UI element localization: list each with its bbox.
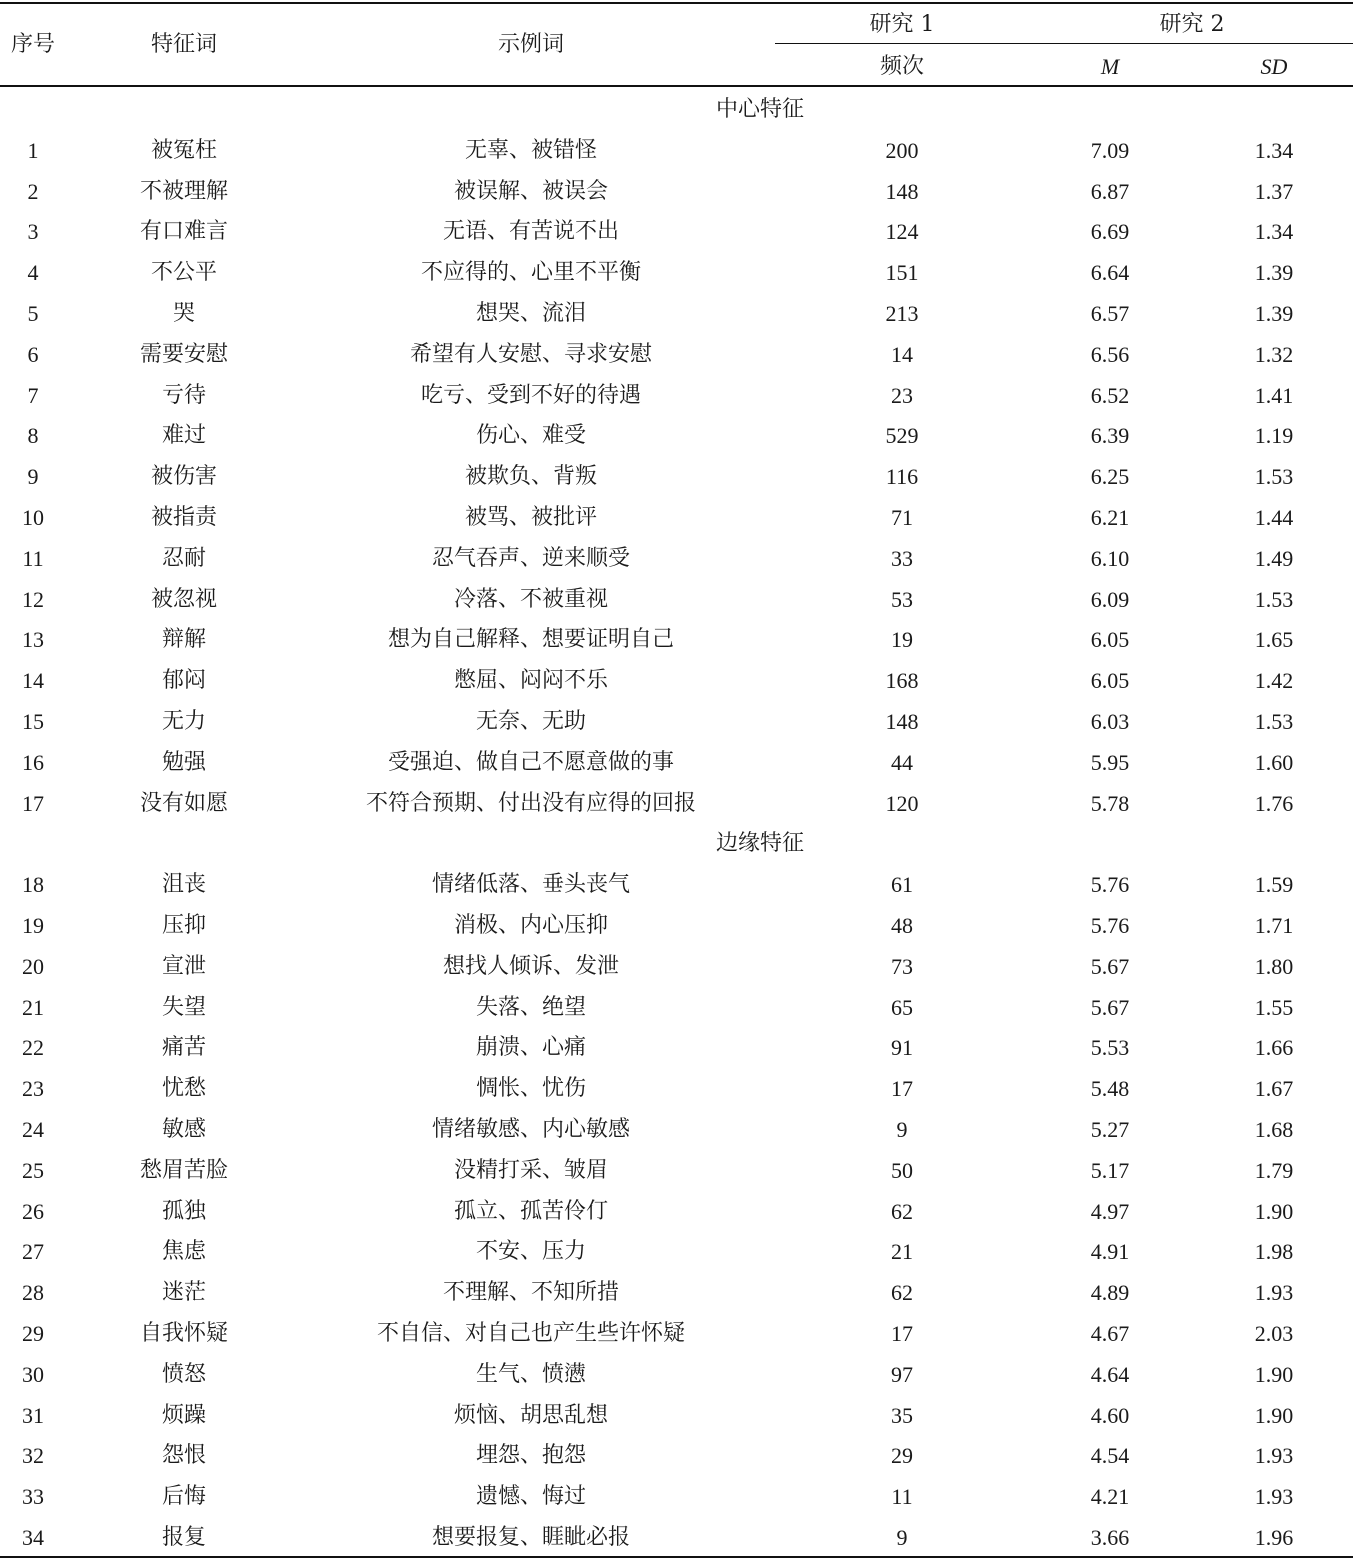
cell-mean: 4.21	[1090, 1484, 1130, 1510]
cell-frequency: 148	[885, 709, 919, 734]
cell-frequency: 17	[891, 1321, 913, 1346]
cell-frequency: 168	[885, 668, 919, 694]
cell-index: 23	[22, 1076, 44, 1102]
cell-feature-word: 不被理解	[139, 178, 229, 204]
cell-feature-word: 没有如愿	[139, 790, 229, 816]
cell-index: 26	[22, 1198, 44, 1224]
cell-frequency: 97	[891, 1361, 913, 1387]
cell-index: 1	[27, 137, 39, 163]
cell-mean: 4.91	[1090, 1239, 1130, 1265]
cell-sd: 1.66	[1254, 1035, 1294, 1061]
cell-index: 10	[22, 505, 44, 530]
cell-sd: 1.71	[1254, 913, 1294, 938]
cell-index: 33	[22, 1484, 44, 1510]
cell-frequency: 35	[891, 1402, 913, 1428]
cell-sd: 1.53	[1254, 709, 1294, 734]
cell-frequency: 200	[885, 137, 919, 163]
cell-mean: 6.09	[1090, 586, 1130, 612]
cell-example-word: 没精打采、皱眉	[453, 1157, 609, 1183]
cell-example-word: 埋怨、抱怨	[475, 1443, 587, 1469]
cell-sd: 1.93	[1254, 1443, 1294, 1469]
cell-example-word: 崩溃、心痛	[475, 1035, 587, 1061]
cell-sd: 1.90	[1254, 1361, 1294, 1387]
cell-sd: 1.39	[1254, 260, 1294, 286]
cell-frequency: 529	[885, 423, 919, 449]
cell-sd: 1.41	[1254, 382, 1294, 408]
cell-mean: 6.10	[1090, 545, 1130, 571]
cell-mean: 6.56	[1090, 341, 1130, 367]
cell-feature-word: 难过	[161, 423, 207, 449]
cell-sd: 1.65	[1254, 627, 1294, 653]
cell-mean: 4.60	[1090, 1402, 1130, 1428]
cell-sd: 1.93	[1254, 1484, 1294, 1510]
cell-feature-word: 宣泄	[161, 953, 207, 979]
cell-example-word: 想找人倾诉、发泄	[442, 953, 620, 979]
cell-mean: 6.87	[1090, 178, 1130, 204]
bottom-rule	[0, 1556, 1353, 1558]
cell-frequency: 21	[891, 1239, 913, 1265]
cell-frequency: 14	[891, 341, 913, 367]
cell-mean: 5.67	[1090, 994, 1130, 1020]
cell-feature-word: 愁眉苦脸	[139, 1157, 229, 1183]
cell-frequency: 9	[896, 1117, 908, 1142]
cell-sd: 1.80	[1254, 953, 1294, 979]
cell-index: 25	[22, 1157, 44, 1183]
cell-example-word: 惆怅、忧伤	[475, 1076, 587, 1102]
cell-sd: 1.32	[1254, 341, 1294, 367]
cell-frequency: 17	[891, 1076, 913, 1102]
cell-example-word: 忍气吞声、逆来顺受	[431, 545, 631, 571]
cell-feature-word: 勉强	[161, 749, 207, 775]
cell-index: 15	[22, 709, 44, 734]
cell-index: 22	[22, 1035, 44, 1061]
cell-mean: 6.25	[1090, 464, 1130, 490]
cell-example-word: 孤立、孤苦伶仃	[453, 1198, 609, 1224]
cell-frequency: 151	[885, 260, 919, 286]
cell-example-word: 不自信、对自己也产生些许怀疑	[376, 1321, 686, 1346]
cell-index: 14	[22, 668, 44, 694]
cell-frequency: 9	[896, 1525, 908, 1550]
cell-frequency: 53	[891, 586, 913, 612]
cell-index: 13	[22, 627, 44, 653]
cell-mean: 6.64	[1090, 260, 1130, 286]
cell-feature-word: 郁闷	[161, 668, 207, 694]
cell-frequency: 213	[885, 301, 919, 326]
cell-feature-word: 亏待	[161, 382, 207, 408]
cell-frequency: 61	[891, 872, 913, 898]
cell-frequency: 19	[891, 627, 913, 653]
cell-sd: 1.59	[1254, 872, 1294, 898]
cell-feature-word: 哭	[172, 301, 196, 326]
cell-frequency: 50	[891, 1157, 913, 1183]
cell-feature-word: 烦躁	[161, 1402, 207, 1428]
cell-sd: 1.55	[1254, 994, 1294, 1020]
cell-sd: 1.39	[1254, 301, 1294, 326]
cell-example-word: 无奈、无助	[475, 709, 587, 734]
cell-example-word: 受强迫、做自己不愿意做的事	[387, 749, 675, 775]
cell-mean: 6.05	[1090, 627, 1130, 653]
cell-mean: 6.03	[1090, 709, 1130, 734]
cell-sd: 1.68	[1254, 1117, 1294, 1142]
cell-frequency: 124	[885, 219, 919, 245]
cell-feature-word: 自我怀疑	[139, 1321, 229, 1346]
header-index: 序号	[10, 32, 56, 57]
cell-frequency: 91	[891, 1035, 913, 1061]
cell-frequency: 23	[891, 382, 913, 408]
cell-example-word: 失落、绝望	[475, 994, 587, 1020]
cell-index: 11	[22, 545, 44, 571]
cell-feature-word: 后悔	[161, 1484, 207, 1510]
cell-feature-word: 迷茫	[161, 1280, 207, 1306]
cell-index: 2	[27, 178, 39, 204]
cell-sd: 1.34	[1254, 219, 1294, 245]
cell-feature-word: 被冤枉	[150, 137, 218, 163]
study-subheader-rule	[775, 43, 1353, 44]
cell-sd: 1.93	[1254, 1280, 1294, 1306]
cell-mean: 4.64	[1090, 1361, 1130, 1387]
cell-example-word: 不符合预期、付出没有应得的回报	[365, 790, 697, 816]
cell-feature-word: 失望	[161, 994, 207, 1020]
cell-example-word: 想要报复、睚眦必报	[431, 1525, 631, 1550]
cell-index: 28	[22, 1280, 44, 1306]
cell-example-word: 吃亏、受到不好的待遇	[420, 382, 642, 408]
cell-example-word: 情绪低落、垂头丧气	[431, 872, 631, 898]
cell-mean: 4.54	[1090, 1443, 1130, 1469]
cell-sd: 1.79	[1254, 1157, 1294, 1183]
cell-index: 27	[22, 1239, 44, 1265]
cell-mean: 6.57	[1090, 301, 1130, 326]
header-bottom-rule	[0, 85, 1353, 87]
cell-feature-word: 被伤害	[150, 464, 218, 490]
cell-sd: 1.90	[1254, 1402, 1294, 1428]
header-feature-word: 特征词	[150, 32, 218, 57]
cell-mean: 5.53	[1090, 1035, 1130, 1061]
cell-index: 32	[22, 1443, 44, 1469]
cell-feature-word: 愤怒	[161, 1361, 207, 1387]
cell-feature-word: 报复	[161, 1525, 207, 1550]
cell-mean: 7.09	[1090, 137, 1130, 163]
cell-frequency: 44	[891, 749, 913, 775]
cell-feature-word: 需要安慰	[139, 341, 229, 367]
cell-sd: 1.90	[1254, 1198, 1294, 1224]
cell-mean: 6.05	[1090, 668, 1130, 694]
cell-example-word: 不安、压力	[475, 1239, 587, 1265]
cell-sd: 1.96	[1254, 1525, 1294, 1550]
cell-example-word: 被误解、被误会	[453, 178, 609, 204]
cell-index: 8	[27, 423, 39, 449]
cell-frequency: 73	[891, 953, 913, 979]
cell-example-word: 被骂、被批评	[464, 505, 598, 530]
cell-feature-word: 焦虑	[161, 1239, 207, 1265]
cell-index: 21	[22, 994, 44, 1020]
cell-feature-word: 有口难言	[139, 219, 229, 245]
header-example-word: 示例词	[497, 32, 565, 57]
cell-feature-word: 痛苦	[161, 1035, 207, 1061]
cell-sd: 1.34	[1254, 137, 1294, 163]
cell-frequency: 65	[891, 994, 913, 1020]
cell-mean: 5.78	[1090, 790, 1130, 816]
cell-example-word: 想哭、流泪	[475, 301, 587, 326]
cell-index: 34	[22, 1525, 44, 1550]
cell-example-word: 遗憾、悔过	[475, 1484, 587, 1510]
cell-frequency: 71	[891, 505, 913, 530]
cell-mean: 5.48	[1090, 1076, 1130, 1102]
cell-example-word: 无辜、被错怪	[464, 137, 598, 163]
cell-example-word: 烦恼、胡思乱想	[453, 1402, 609, 1428]
cell-sd: 2.03	[1254, 1321, 1294, 1346]
cell-example-word: 消极、内心压抑	[453, 913, 609, 938]
cell-frequency: 11	[891, 1484, 913, 1510]
cell-frequency: 120	[885, 790, 919, 816]
cell-feature-word: 无力	[161, 709, 207, 734]
cell-mean: 6.39	[1090, 423, 1130, 449]
cell-index: 24	[22, 1117, 44, 1142]
cell-feature-word: 孤独	[161, 1198, 207, 1224]
cell-index: 6	[27, 341, 39, 367]
cell-example-word: 被欺负、背叛	[464, 464, 598, 490]
cell-mean: 5.76	[1090, 913, 1130, 938]
cell-sd: 1.49	[1254, 545, 1294, 571]
cell-index: 3	[27, 219, 39, 245]
cell-mean: 5.17	[1090, 1157, 1130, 1183]
cell-sd: 1.19	[1254, 423, 1294, 449]
cell-index: 31	[22, 1402, 44, 1428]
cell-mean: 4.67	[1090, 1321, 1130, 1346]
cell-sd: 1.37	[1254, 178, 1294, 204]
cell-index: 16	[22, 749, 44, 775]
cell-sd: 1.42	[1254, 668, 1294, 694]
cell-example-word: 想为自己解释、想要证明自己	[387, 627, 675, 653]
cell-frequency: 62	[891, 1198, 913, 1224]
cell-mean: 4.97	[1090, 1198, 1130, 1224]
cell-sd: 1.67	[1254, 1076, 1294, 1102]
cell-feature-word: 被忽视	[150, 586, 218, 612]
section-title: 中心特征	[715, 97, 805, 122]
section-title: 边缘特征	[715, 831, 805, 857]
header-mean: M	[1100, 54, 1120, 79]
cell-index: 9	[27, 464, 39, 490]
cell-feature-word: 不公平	[150, 260, 218, 286]
cell-mean: 5.76	[1090, 872, 1130, 898]
cell-feature-word: 辩解	[161, 627, 207, 653]
cell-example-word: 希望有人安慰、寻求安慰	[409, 341, 653, 367]
cell-frequency: 62	[891, 1280, 913, 1306]
cell-example-word: 伤心、难受	[475, 423, 587, 449]
cell-example-word: 不理解、不知所措	[442, 1280, 620, 1306]
cell-index: 4	[27, 260, 39, 286]
cell-sd: 1.53	[1254, 586, 1294, 612]
cell-feature-word: 被指责	[150, 505, 218, 530]
cell-sd: 1.60	[1254, 749, 1294, 775]
cell-feature-word: 怨恨	[161, 1443, 207, 1469]
cell-mean: 3.66	[1090, 1525, 1130, 1550]
cell-feature-word: 压抑	[161, 913, 207, 938]
cell-frequency: 29	[891, 1443, 913, 1469]
header-study-2: 研究 2	[1159, 12, 1225, 37]
cell-mean: 6.21	[1090, 505, 1130, 530]
header-study-1: 研究 1	[869, 12, 935, 37]
cell-mean: 4.89	[1090, 1280, 1130, 1306]
cell-index: 19	[22, 913, 44, 938]
cell-frequency: 48	[891, 913, 913, 938]
cell-example-word: 情绪敏感、内心敏感	[431, 1117, 631, 1142]
cell-index: 5	[27, 301, 39, 326]
cell-mean: 5.95	[1090, 749, 1130, 775]
cell-mean: 6.52	[1090, 382, 1130, 408]
cell-sd: 1.76	[1254, 790, 1294, 816]
cell-feature-word: 忍耐	[161, 545, 207, 571]
cell-sd: 1.53	[1254, 464, 1294, 490]
cell-index: 30	[22, 1361, 44, 1387]
cell-sd: 1.44	[1254, 505, 1294, 530]
cell-feature-word: 敏感	[161, 1117, 207, 1142]
cell-frequency: 33	[891, 545, 913, 571]
cell-mean: 6.69	[1090, 219, 1130, 245]
cell-frequency: 116	[885, 464, 919, 490]
cell-sd: 1.98	[1254, 1239, 1294, 1265]
cell-example-word: 生气、愤懑	[475, 1361, 587, 1387]
cell-mean: 5.27	[1090, 1117, 1130, 1142]
cell-feature-word: 沮丧	[161, 872, 207, 898]
cell-example-word: 憋屈、闷闷不乐	[453, 668, 609, 694]
cell-example-word: 无语、有苦说不出	[442, 219, 620, 245]
cell-index: 20	[22, 953, 44, 979]
cell-index: 12	[22, 586, 44, 612]
cell-feature-word: 忧愁	[161, 1076, 207, 1102]
cell-example-word: 冷落、不被重视	[453, 586, 609, 612]
cell-mean: 5.67	[1090, 953, 1130, 979]
cell-index: 17	[22, 790, 44, 816]
top-rule	[0, 2, 1353, 4]
cell-index: 7	[27, 382, 39, 408]
cell-index: 29	[22, 1321, 44, 1346]
cell-index: 18	[22, 872, 44, 898]
header-frequency: 频次	[879, 54, 925, 79]
cell-example-word: 不应得的、心里不平衡	[420, 260, 642, 286]
header-sd: SD	[1260, 54, 1288, 79]
cell-frequency: 148	[885, 178, 919, 204]
